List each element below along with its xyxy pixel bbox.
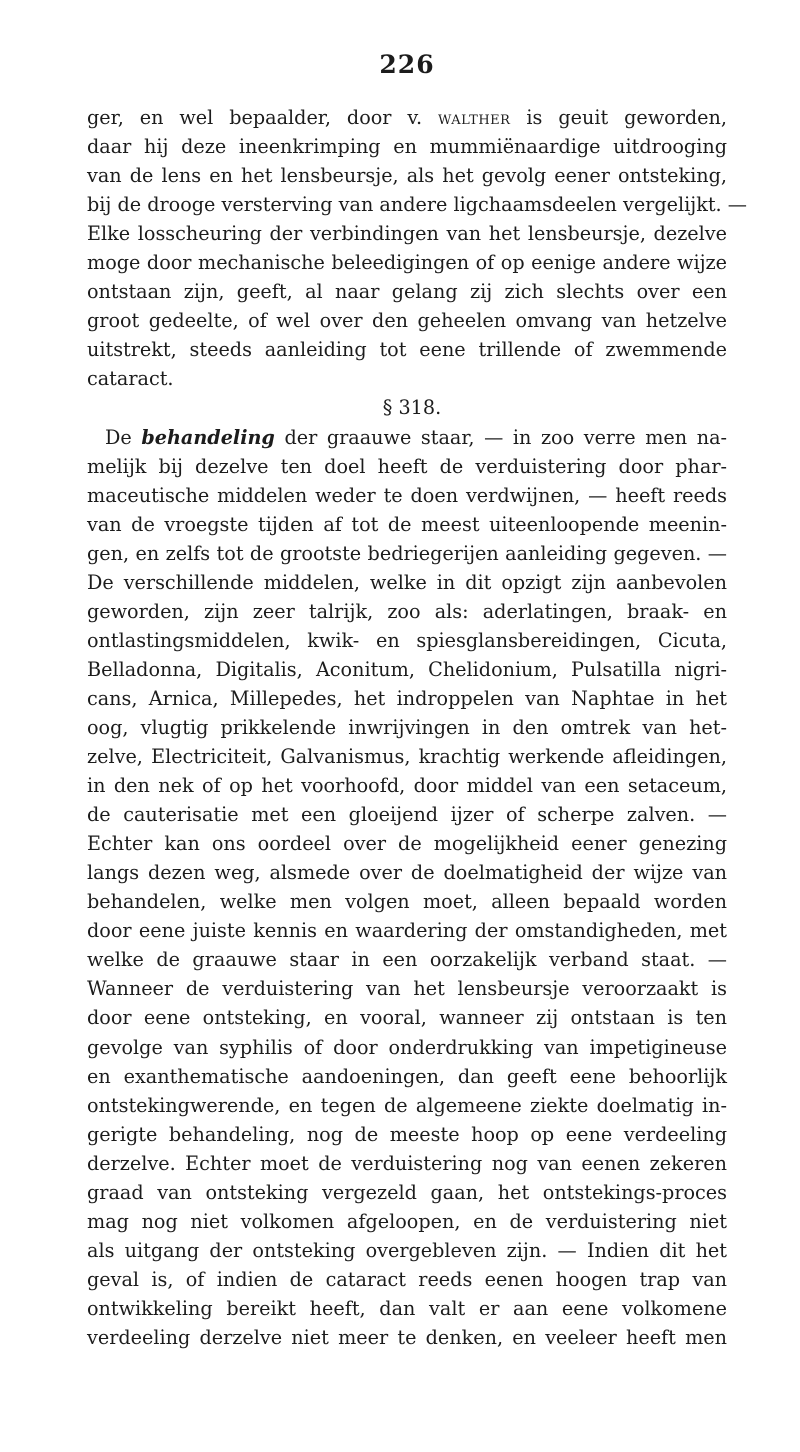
text-line: ontlastingsmiddelen, kwik- en spiesglansbereidingen, Cicuta, [87, 628, 727, 652]
text-line: oog, vlugtig prikkelende inwrijvingen in den omtrek van het- [87, 715, 727, 739]
text-line: en exanthematische aandoeningen, dan geeft eene behoorlijk [87, 1064, 727, 1088]
text-line: ontstaan zijn, geeft, al naar gelang zij zich slechts over een [87, 280, 727, 304]
text-line: behandelen, welke men volgen moet, alleen bepaald worden [87, 890, 727, 914]
text-fragment: De [105, 425, 142, 449]
text-line: ontwikkeling bereikt heeft, dan valt er aan eene volkomene [87, 1296, 727, 1320]
text-line: van de vroegste tijden af tot de meest uiteenloopende meenin- [87, 512, 727, 536]
text-line: ontstekingwerende, en tegen de algemeene ziekte doelmatig in- [87, 1093, 727, 1117]
text-line: gen, en zelfs tot de grootste bedriegerijen aanleiding gegeven. — [87, 541, 727, 565]
text-line: Wanneer de verduistering van het lensbeursje veroorzaakt is [87, 977, 727, 1001]
text-line: Belladonna, Digitalis, Aconitum, Chelidonium, Pulsatilla nigri- [87, 657, 727, 681]
text-line: door eene juiste kennis en waardering der omstandigheden, met [87, 919, 727, 943]
paragraph-2 [87, 423, 727, 1353]
text-line: langs dezen weg, alsmede over de doelmatigheid der wijze van [87, 861, 727, 885]
text-line: van de lens en het lensbeursje, als het gevolg eener ontsteking, [87, 164, 727, 188]
text-line: zelve, Electriciteit, Galvanismus, krachtig werkende afleidingen, [87, 745, 727, 769]
text-line: welke de graauwe staar in een oorzakelijk verband staat. — [87, 948, 727, 972]
page-number: 226 [379, 50, 435, 79]
text-line: de cauterisatie met een gloeijend ijzer of scherpe zalven. — [87, 803, 727, 827]
text-line: derzelve. Echter moet de verduistering nog van eenen zekeren [87, 1151, 727, 1175]
text-line: als uitgang der ontsteking overgebleven zijn. — Indien dit het [87, 1238, 727, 1262]
paragraph-1 [87, 103, 747, 393]
text-line: geworden, zijn zeer talrijk, zoo als: aderlatingen, braak- en [87, 599, 727, 623]
text-line: Elke losscheuring der verbindingen van het lensbeursje, dezelve [87, 222, 727, 246]
text-line: gevolge van syphilis of door onderdrukking van impetigineuse [87, 1035, 727, 1059]
text-line: mag nog niet volkomen afgeloopen, en de verduistering niet [87, 1209, 727, 1233]
text-line: geval is, of indien de cataract reeds eenen hoogen trap van [87, 1267, 727, 1291]
text-line: cataract. [87, 367, 174, 391]
text-line: gerigte behandeling, nog de meeste hoop op eene verdeeling [87, 1122, 727, 1146]
text-line: graad van ontsteking vergezeld gaan, het ontstekings-proces [87, 1180, 727, 1204]
text-line: bij de drooge versterving van andere ligchaamsdeelen vergelijkt. — [87, 193, 747, 217]
text-line: ger, en wel bepaalder, door v. walther is geuit geworden, [87, 106, 727, 129]
text-line: groot gedeelte, of wel over den geheelen omvang van hetzelve [87, 309, 727, 333]
text-line: daar hij deze ineenkrimping en mummiënaardige uitdrooging [87, 135, 727, 159]
text-fragment: der graauwe staar, — in zoo verre men na- [274, 425, 727, 449]
text-line: door eene ontsteking, en vooral, wanneer zij ontstaan is ten [87, 1006, 727, 1030]
text-line: uitstrekt, steeds aanleiding tot eene trillende of zwemmende [87, 338, 727, 362]
author-name: walther [438, 106, 511, 129]
text-line: moge door mechanische beleedigingen of op eenige andere wijze [87, 251, 727, 275]
text-line: verdeeling derzelve niet meer te denken, en veeleer heeft men [87, 1325, 727, 1349]
text-line: maceutische middelen weder te doen verdwijnen, — heeft reeds [87, 483, 727, 507]
text-line: Echter kan ons oordeel over de mogelijkheid eener genezing [87, 832, 727, 856]
text-line: melijk bij dezelve ten doel heeft de verduistering door phar- [87, 454, 727, 478]
text-line: in den nek of op het voorhoofd, door middel van een setaceum, [87, 774, 727, 798]
book-page [87, 50, 747, 1352]
emphasis-term: behandeling [141, 425, 275, 449]
text-line [87, 423, 727, 452]
section-heading: § 318. [382, 396, 442, 420]
text-line: De verschillende middelen, welke in dit opzigt zijn aanbevolen [87, 570, 727, 594]
text-line: cans, Arnica, Millepedes, het indroppelen van Naphtae in het [87, 686, 727, 710]
